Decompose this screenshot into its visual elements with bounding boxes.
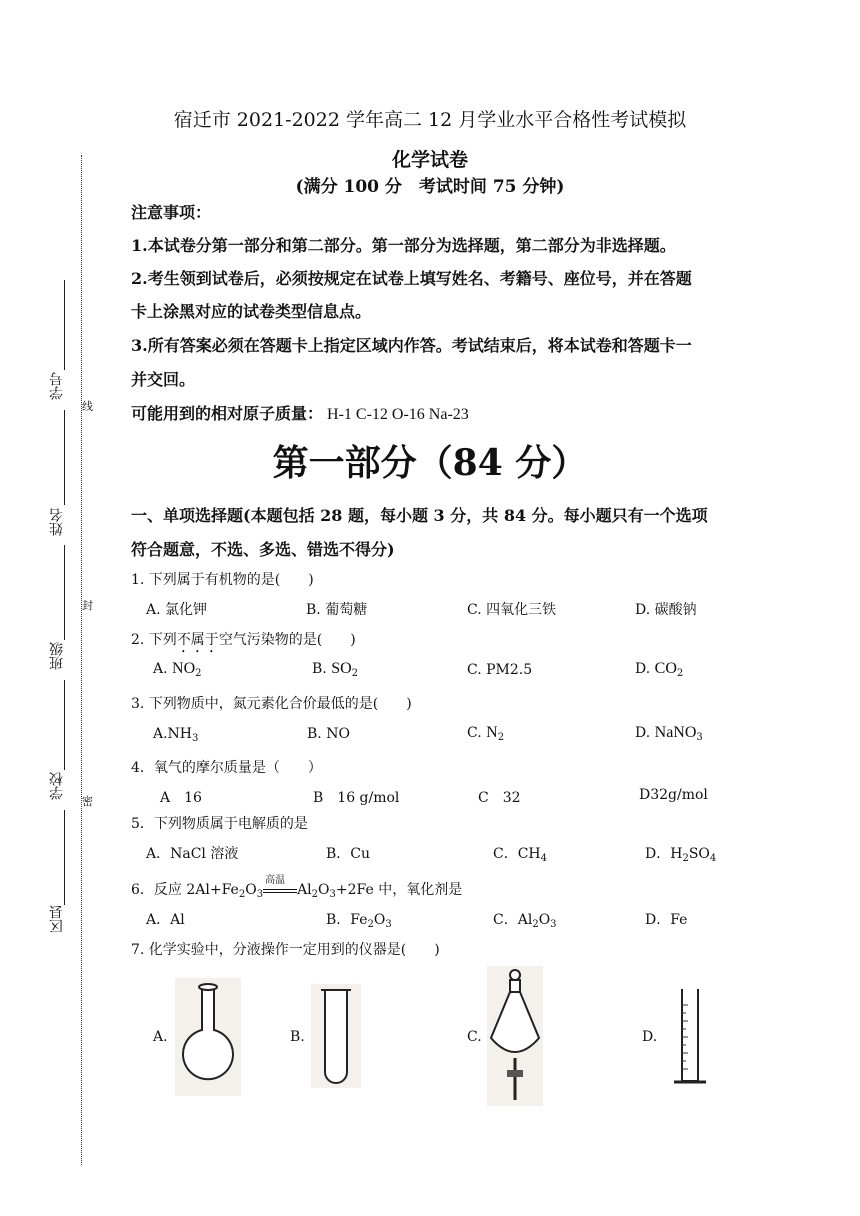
q1-stem: 1. 下列属于有机物的是( ) [131,572,314,588]
q1-option-b: B. 葡萄糖 [306,602,368,618]
atomic-mass-label: 可能用到的相对原子质量： [131,404,324,423]
binding-dotted-line [81,155,82,1165]
q2-option-c: C. PM2.5 [467,662,533,678]
q7-option-d: D. [642,1029,658,1045]
q3-option-a [153,726,198,744]
exam-title: 宿迁市 2021-2022 学年高二 12 月学业水平合格性考试模拟 [173,109,687,131]
q7-stem: 7. 化学实验中，分液操作一定用到的仪器是( ) [131,942,440,958]
subject-title: 化学试卷 [391,149,468,171]
district-label: 区县 [49,905,65,933]
note-item-3: 3.所有答案必须在答题卡上指定区域内作答。考试结束后，将本试卷和答题卡一 [131,336,692,355]
q6-stem-e: +2Fe 中，氧化剂是 [335,882,463,898]
q3-option-d [635,724,703,743]
q2-option-d [635,660,683,679]
q5-option-a: A．NaCl 溶液 [146,846,239,862]
q6-option-d: D．Fe [645,912,688,928]
q1-option-d: D. 碳酸钠 [635,602,697,618]
q3-option-c-sub: 2 [497,732,505,743]
q7-option-b: B. [290,1029,305,1045]
q6-stem [131,875,463,900]
q3-option-d-formula: NaNO [654,724,697,741]
notes-heading: 注意事项： [131,203,212,222]
class-blank [64,545,65,640]
q6-option-b-sub2: 3 [385,919,392,930]
q3-option-c [467,724,504,743]
q2-stem-emphasis: 不属于 [176,632,219,648]
q6-stem-a: 6．反应 2Al+Fe [131,882,239,898]
q5-option-d-formula: D．H [645,846,683,862]
q6-option-a: A．Al [146,912,185,928]
q3-option-a-formula: A.NH [153,726,193,742]
q6-sub3: 2 [311,889,319,900]
name-label: 姓名 [49,508,65,536]
q6-sub1: 2 [238,889,246,900]
q5-option-d-formula2: SO [688,846,710,862]
q2-option-d-sub: 2 [676,668,684,679]
note-item-2-cont: 卡上涂黑对应的试卷类型信息点。 [131,302,372,321]
seal-mark-seal: 封 [82,599,93,612]
q6-sub2: 3 [256,889,264,900]
q3-option-a-sub: 3 [192,733,199,744]
student-id-label: 学号 [49,372,65,400]
note-item-3-cont: 并交回。 [131,370,196,389]
part-one-title: 第一部分（84 分） [272,442,588,484]
q5-option-d [645,843,716,864]
class-label: 班级 [49,642,65,670]
separatory-funnel-image [487,966,543,1106]
q2-option-b-formula: SO [331,660,352,677]
q2-stem-pre: 2. 下列 [131,632,177,648]
q2-option-b [312,660,358,679]
q6-option-b-fe: B．Fe [326,912,368,928]
q2-option-b-letter: B. [312,661,327,677]
q6-option-b [326,909,392,930]
note-item-2: 2.考生领到试卷后，必须按规定在试卷上填写姓名、考籍号、座位号，并在答题 [131,269,692,288]
q5-option-d-sub2: 4 [709,853,717,864]
q2-option-a-sub: 2 [195,668,202,679]
q2-option-a-letter: A. [153,661,168,677]
q2-option-a-formula: NO [172,660,196,677]
school-label: 学校 [49,772,65,800]
q6-option-c-o: O [538,912,551,928]
q1-option-a: A. 氯化钾 [146,602,208,618]
q1-option-c: C. 四氧化三铁 [467,602,557,618]
graduated-cylinder-image [670,985,710,1089]
round-bottom-flask-image [175,978,241,1096]
seal-mark-secret: 密 [82,795,93,808]
q5-option-c [493,843,547,864]
q5-option-c-formula: C．CH [493,846,541,862]
atomic-mass-line [131,401,469,424]
q6-stem-c: Al [297,882,312,898]
seal-mark-line: 线 [82,400,93,413]
q3-option-c-letter: C. [467,725,482,741]
reaction-condition: 高温 [265,875,286,886]
atomic-mass-values: H-1 C-12 O-16 Na-23 [327,406,469,423]
q3-option-c-formula: N [486,724,498,741]
q6-option-b-o: O [373,912,386,928]
q2-stem-post: 空气污染物的是( ) [218,632,356,648]
q5-option-c-sub: 4 [540,853,548,864]
q4-option-b: B 16 g/mol [313,790,400,806]
q2-option-d-letter: D. [635,661,651,677]
q2-option-a [153,660,202,679]
q3-option-d-sub: 3 [696,732,703,743]
q6-option-c [493,909,557,930]
q2-option-b-sub: 2 [351,668,359,679]
q5-option-b: B．Cu [326,846,371,862]
district-blank [64,810,65,905]
q2-option-d-formula: CO [654,660,677,677]
q3-option-b: B. NO [307,726,350,742]
q6-stem-d: O [318,882,330,898]
reaction-condition-arrow [263,875,297,897]
student-id-blank [64,280,65,370]
q6-option-c-sub2: 3 [550,919,557,930]
q6-sub4: 3 [329,889,336,900]
q6-option-c-al: C．Al [493,912,533,928]
q6-stem-b: O [245,882,257,898]
q4-option-c: C 32 [478,790,521,806]
q4-option-d: D32g/mol [639,787,708,803]
test-tube-image [311,984,361,1088]
section-heading: 一、单项选择题(本题包括 28 题，每小题 3 分，共 84 分。每小题只有一个选项 [131,506,708,525]
q5-option-d-sub1: 2 [682,853,689,864]
q2-stem [131,629,356,656]
q6-option-c-sub1: 2 [532,919,539,930]
q3-stem: 3. 下列物质中，氮元素化合价最低的是( ) [131,696,412,712]
q7-option-a: A. [153,1029,168,1045]
q5-stem: 5．下列物质属于电解质的是 [131,816,308,832]
note-item-1: 1.本试卷分第一部分和第二部分。第一部分为选择题，第二部分为非选择题。 [131,236,676,255]
exam-info: (满分 100 分 考试时间 75 分钟) [295,177,565,197]
q4-stem: 4．氧气的摩尔质量是（ ） [131,760,322,776]
q7-option-c: C. [467,1029,482,1045]
q4-option-a: A 16 [160,790,202,806]
section-heading-cont: 符合题意，不选、多选、错选不得分) [131,540,395,559]
q3-option-d-letter: D. [635,725,651,741]
school-blank [64,680,65,770]
q6-option-b-sub1: 2 [367,919,374,930]
